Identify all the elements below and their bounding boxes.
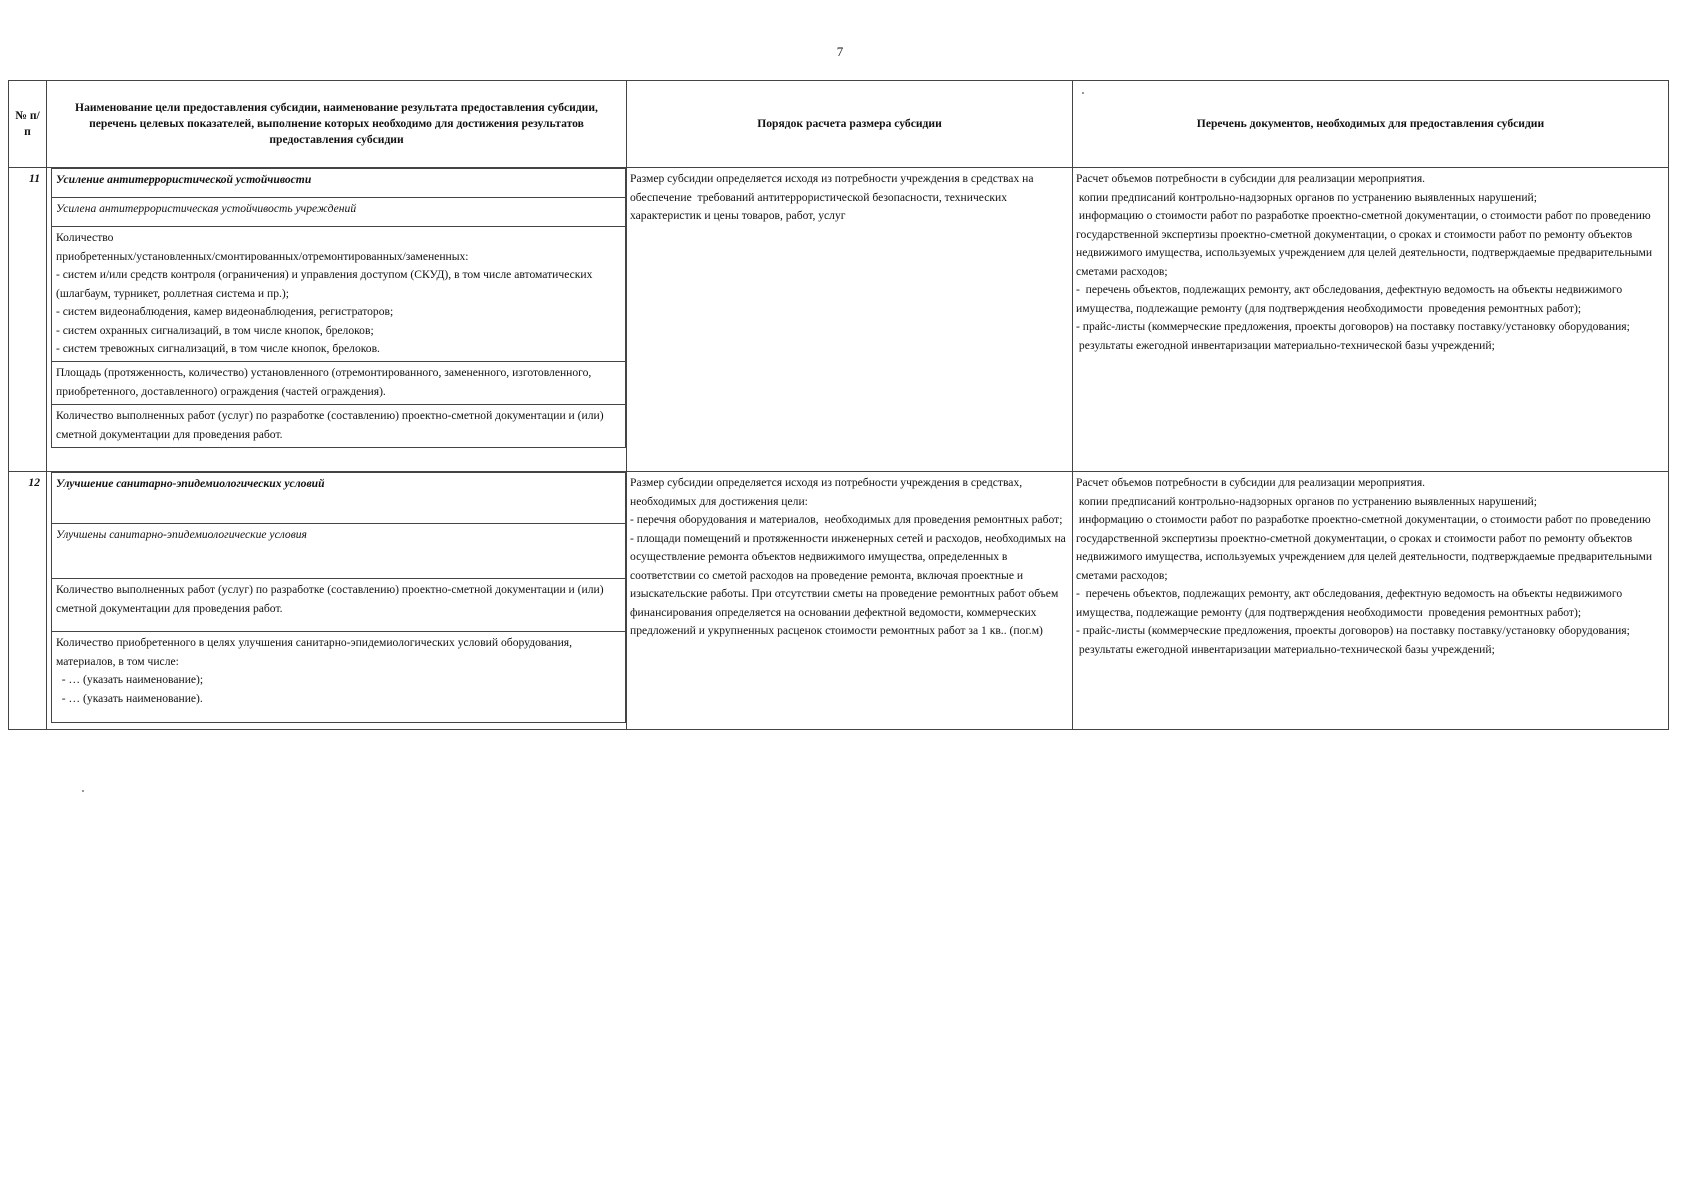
indicator-line: - систем охранных сигнализаций, в том числе кнопок, брелоков; <box>56 323 374 337</box>
indicator-line: Площадь (протяженность, количество) установленного (отремонтированного, замененного, изготовленного, приобретенного, доставленного) ограждения (частей ограждения). <box>56 366 595 398</box>
result-text: Усилена антитеррористическая устойчивость учреждений <box>51 198 626 227</box>
indicator-block <box>51 405 626 448</box>
docs-line: - перечень объектов, подлежащих ремонту, акт обследования, дефектную ведомость на объекты недвижимого имущества, подлежащие ремонту (для подтверждения необходимости проведения ремонтных работ); <box>1076 587 1626 619</box>
indicator-line: Количество выполненных работ (услуг) по разработке (составлению) проектно-сметной документации и (или) сметной документации для проведения работ. <box>56 583 607 615</box>
docs-line: результаты ежегодной инвентаризации материально-технической базы учреждений; <box>1076 338 1495 352</box>
calc-line: Размер субсидии определяется исходя из потребности учреждения в средствах, необходимых для достижения цели: <box>630 476 1026 508</box>
docs-line: информацию о стоимости работ по разработке проектно-сметной документации, о стоимости работ по проведению государственной экспертизы проектно-сметной документации, о сроках и стоимости работ по ремонту объектов недвижимого имущества, используемых учреждением для целей деятельности, подтверждаемые предварительными сметами расходов; <box>1076 209 1656 278</box>
docs-line: копии предписаний контрольно-надзорных органов по устранению выявленных нарушений; <box>1076 190 1537 204</box>
docs-line: - прайс-листы (коммерческие предложения, проекты договоров) на поставку поставку/установку оборудования; <box>1076 320 1630 333</box>
indicator-line: - … (указать наименование). <box>56 691 203 705</box>
indicator-line: - … (указать наименование); <box>56 673 204 686</box>
scan-speck <box>82 790 84 792</box>
docs-line: информацию о стоимости работ по разработке проектно-сметной документации, о стоимости работ по проведению государственной экспертизы проектно-сметной документации, о сроках и стоимости работ по ремонту объектов недвижимого имущества, используемых учреждением для целей деятельности, подтверждаемые предварительными сметами расходов; <box>1076 513 1656 582</box>
table-row <box>9 472 1669 730</box>
indicator-line: приобретенных/установленных/смонтированных/отремонтированных/замененных: <box>56 249 469 263</box>
indicator-line: - систем тревожных сигнализаций, в том числе кнопок, брелоков. <box>56 342 380 355</box>
header-name: Наименование цели предоставления субсидии, наименование результата предоставления субсидии, перечень целевых показателей, выполнение которых необходимо для достижения результатов предоставления субсидии <box>47 81 627 168</box>
result-text: Улучшены санитарно-эпидемиологические условия <box>51 524 626 579</box>
header-docs: Перечень документов, необходимых для предоставления субсидии <box>1073 81 1669 168</box>
indicator-line: Количество <box>56 231 114 244</box>
docs-line: - прайс-листы (коммерческие предложения, проекты договоров) на поставку поставку/установку оборудования; <box>1076 624 1630 637</box>
header-calc: Порядок расчета размера субсидии <box>627 81 1073 168</box>
scan-speck <box>1082 92 1084 94</box>
docs-line: Расчет объемов потребности в субсидии для реализации мероприятия. <box>1076 172 1426 185</box>
docs-cell <box>1073 472 1669 730</box>
indicator-line: Количество выполненных работ (услуг) по разработке (составлению) проектно-сметной документации и (или) сметной документации для проведения работ. <box>56 409 607 441</box>
indicator-block <box>51 632 626 723</box>
page-number: 7 <box>836 44 844 59</box>
table-row <box>9 168 1669 472</box>
goal-text: Улучшение санитарно-эпидемиологических условий <box>51 472 626 524</box>
goal-cell <box>47 168 627 472</box>
calc-line: - перечня оборудования и материалов, необходимых для проведения ремонтных работ; <box>630 513 1063 526</box>
docs-cell <box>1073 168 1669 472</box>
table-body <box>9 168 1669 730</box>
docs-line: - перечень объектов, подлежащих ремонту, акт обследования, дефектную ведомость на объекты недвижимого имущества, подлежащие ремонту (для подтверждения необходимости проведения ремонтных работ); <box>1076 283 1626 315</box>
indicator-line: - систем и/или средств контроля (ограничения) и управления доступом (СКУД), в том числе автоматических (шлагбаум, турникет, роллетная система и пр.); <box>56 268 596 300</box>
calc-line: Размер субсидии определяется исходя из потребности учреждения в средствах на обеспечение требований антитеррористической безопасности, технических характеристик и цены товаров, работ, услуг <box>630 172 1037 222</box>
calc-line: - площади помещений и протяженности инженерных сетей и расходов, необходимых на осуществление ремонта объектов недвижимого имущества, определенных в соответствии со сметой расходов на проведение ремонта, включая проектные и изыскательские работы. При отсутствии сметы на проведение ремонтных работ объем финансирования определяется на основании дефектной ведомости, коммерческих предложений и укрупненных расценок стоимости ремонтных работ за 1 кв.. (пог.м) <box>630 531 1069 637</box>
indicator-block <box>51 362 626 405</box>
indicator-line: Количество приобретенного в целях улучшения санитарно-эпидемиологических условий оборудования, материалов, в том числе: <box>56 636 575 668</box>
indicator-block <box>51 579 626 632</box>
header-num: № п/п <box>9 81 47 168</box>
docs-line: копии предписаний контрольно-надзорных органов по устранению выявленных нарушений; <box>1076 494 1537 508</box>
subsidy-table <box>8 80 1669 730</box>
docs-line: Расчет объемов потребности в субсидии для реализации мероприятия. <box>1076 476 1426 489</box>
indicator-block <box>51 227 626 362</box>
row-number: 12 <box>9 472 47 730</box>
calc-cell <box>627 168 1073 472</box>
row-number: 11 <box>9 168 47 472</box>
calc-cell <box>627 472 1073 730</box>
indicator-line: - систем видеонаблюдения, камер видеонаблюдения, регистраторов; <box>56 305 394 318</box>
goal-text: Усиление антитеррористической устойчивости <box>51 168 626 198</box>
docs-line: результаты ежегодной инвентаризации материально-технической базы учреждений; <box>1076 642 1495 656</box>
goal-cell <box>47 472 627 730</box>
table-header-row <box>9 81 1669 168</box>
